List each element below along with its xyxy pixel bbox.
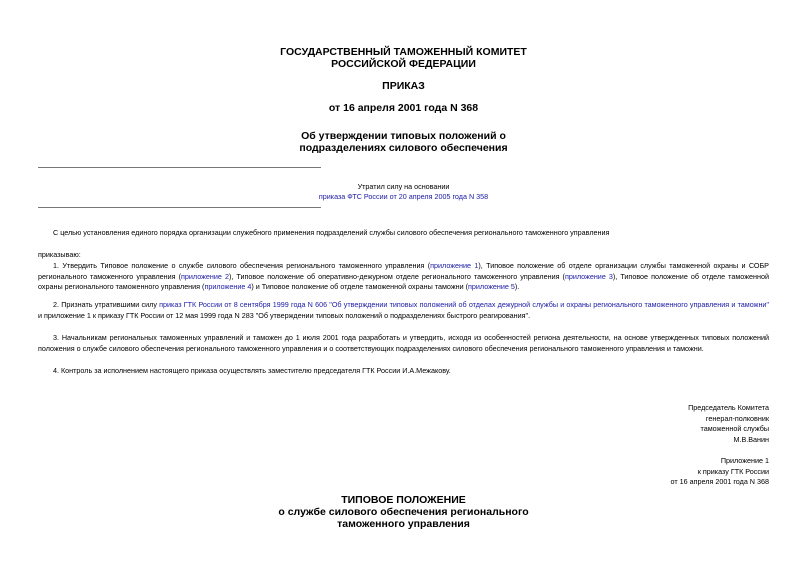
status-line: Утратил силу на основании xyxy=(357,182,450,191)
header-org-line1: ГОСУДАРСТВЕННЫЙ ТАМОЖЕННЫЙ КОМИТЕТ xyxy=(280,46,527,58)
doc-title-line2: подразделениях силового обеспечения xyxy=(299,142,508,154)
appendix-1-link[interactable]: приложение 1 xyxy=(430,261,479,270)
appendix-line3: от 16 апреля 2001 года N 368 xyxy=(670,477,769,486)
doc-date-number: от 16 апреля 2001 года N 368 xyxy=(328,102,479,114)
doc-title-line1: Об утверждении типовых положений о xyxy=(301,130,506,142)
header-org-line2: РОССИЙСКОЙ ФЕДЕРАЦИИ xyxy=(331,58,476,70)
paragraph-3: 3. Начальникам региональных таможенных управлений и таможен до 1 июля 2001 года разработать и утвердить, исходя из особенностей региона деятельности, на основе утвержденных типовых положений положения о службе силового обеспечения регионального таможенного управления и о соответствующих подразделениях силового обеспечения регионального таможенного управления и таможни. xyxy=(38,333,769,353)
intro-paragraph: С целью установления единого порядка организации служебного применения подразделений службы силового обеспечения регионального таможенного управления xyxy=(53,228,610,237)
signature-line4: М.В.Ванин xyxy=(733,434,769,444)
paragraph-1: 1. Утвердить Типовое положение о службе силового обеспечения регионального таможенного управления (приложение 1), Типовое положение об отделе организации службы таможенной охраны и СОБР регионального таможенного управления (приложение 2), Типовое положение об оперативно-дежурном отделе регионального таможенного управления (приложение 3), Типовое положение об отделе таможенной охраны регионального таможенного управления (приложение 4) и Типовое положение об отделе таможенной охраны таможни (приложение 5). xyxy=(38,261,769,291)
doc-type: ПРИКАЗ xyxy=(382,80,425,92)
divider-top xyxy=(38,167,321,168)
order-word: приказываю: xyxy=(38,250,81,259)
paragraph-2: 2. Признать утратившими силу приказ ГТК России от 8 сентября 1999 года N 606 "Об утверждении типовых положений об отделах дежурной службы и охраны регионального таможенного управления и таможни" и приложение 1 к приказу ГТК России от 12 мая 1999 года N 283 "Об утверждении типовых положений о подразделениях быстрого реагирования". xyxy=(38,300,769,320)
appendix-4-link[interactable]: приложение 4 xyxy=(204,282,252,291)
appendix-reference xyxy=(670,456,769,488)
signature-line2: генерал-полковник xyxy=(705,413,769,423)
repealed-order-606-link[interactable]: приказ ГТК России от 8 сентября 1999 года N 606 "Об утверждении типовых положений об отделах дежурной службы и охраны регионального таможенного управления и таможни" xyxy=(159,300,769,309)
signature-line1: Председатель Комитета xyxy=(688,403,769,412)
repeal-order-link[interactable]: приказа ФТС России от 20 апреля 2005 года N 358 xyxy=(318,192,489,201)
appendix-5-link[interactable]: приложение 5 xyxy=(468,282,515,291)
signature-block xyxy=(688,403,769,445)
section-title-line2: о службе силового обеспечения регионального xyxy=(278,506,529,518)
appendix-3-link[interactable]: приложение 3 xyxy=(564,271,613,281)
appendix-line2: к приказу ГТК России xyxy=(697,466,769,476)
divider-bottom xyxy=(38,207,321,208)
status-link-wrap xyxy=(0,192,807,202)
paragraph-4: 4. Контроль за исполнением настоящего приказа осуществлять заместителю председателя ГТК России И.А.Межакову. xyxy=(53,366,451,375)
appendix-2-link[interactable]: приложение 2 xyxy=(181,271,229,281)
signature-line3: таможенной службы xyxy=(700,424,769,433)
section-title-line3: таможенного управления xyxy=(337,518,470,530)
section-title-line1: ТИПОВОЕ ПОЛОЖЕНИЕ xyxy=(341,494,466,506)
appendix-line1: Приложение 1 xyxy=(720,456,769,465)
